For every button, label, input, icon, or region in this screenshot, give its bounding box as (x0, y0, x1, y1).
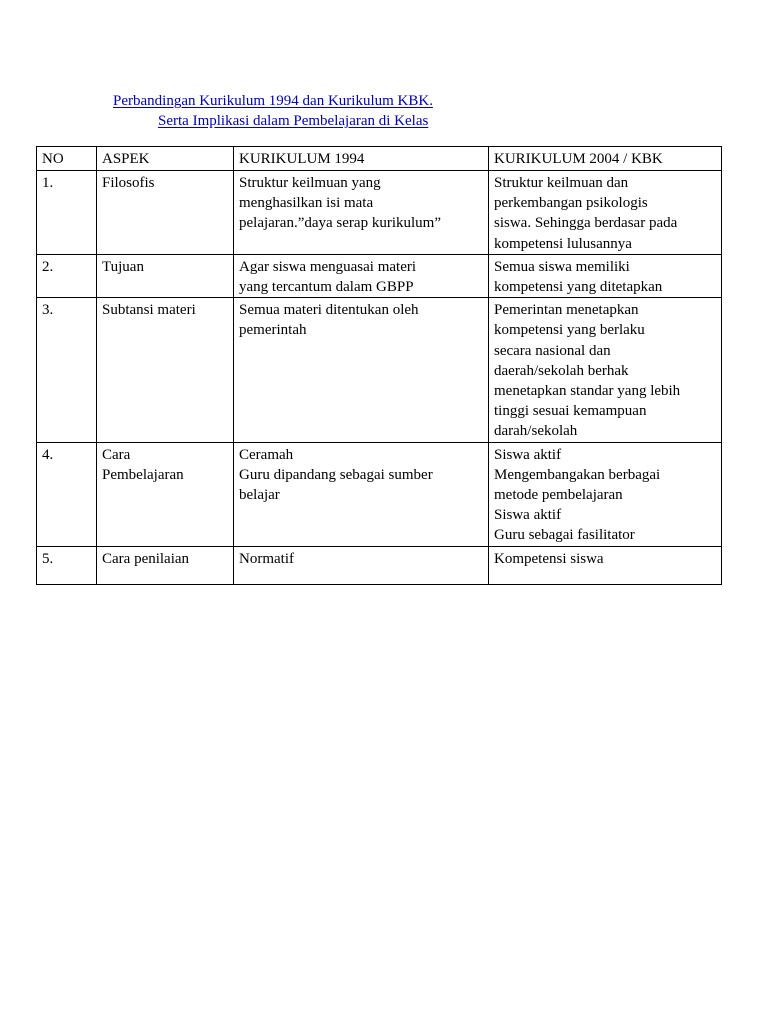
row-kurikulum-1994 (234, 442, 489, 546)
cell-line: daerah/sekolah berhak (494, 362, 629, 379)
cell-line: Agar siswa menguasai materi (239, 258, 417, 275)
cell-line: perkembangan psikologis (494, 195, 648, 212)
row-kurikulum-1994 (234, 254, 489, 297)
row-no: 5. (37, 546, 97, 584)
document-title (0, 92, 768, 110)
cell-line: Filosofis (102, 175, 155, 191)
cell-line: menghasilkan isi mata (239, 195, 374, 212)
row-kurikulum-kbk (489, 171, 722, 255)
cell-line: Ceramah (239, 446, 294, 463)
cell-line: pelajaran.”daya serap kurikulum” (239, 215, 441, 232)
cell-line: kompetensi yang berlaku (494, 322, 645, 339)
row-aspek (97, 171, 234, 255)
cell-line: Kompetensi siswa (494, 550, 604, 567)
cell-line: Pemerintan menetapkan (494, 302, 639, 319)
header-no: NO (37, 147, 97, 171)
cell-line: Guru dipandang sebagai sumber (239, 466, 433, 483)
cell-line: Cara penilaian (102, 550, 190, 567)
cell-line: Tujuan (102, 258, 144, 275)
row-aspek (97, 254, 234, 297)
cell-line: Struktur keilmuan dan (494, 175, 629, 191)
table-row (37, 546, 722, 584)
cell-line: darah/sekolah (494, 423, 578, 440)
title-line-2: Serta Implikasi dalam Pembelajaran di Kelas (158, 113, 429, 129)
row-kurikulum-kbk (489, 298, 722, 442)
row-no: 2. (37, 254, 97, 297)
header-aspek: ASPEK (97, 147, 234, 171)
table-row (37, 171, 722, 255)
cell-line: siswa. Sehingga berdasar pada (494, 215, 678, 232)
row-aspek (97, 298, 234, 442)
cell-line: Struktur keilmuan yang (239, 175, 381, 191)
cell-line: secara nasional dan (494, 342, 611, 359)
cell-line: pemerintah (239, 322, 307, 339)
cell-line: belajar (239, 487, 280, 504)
header-kurikulum-1994: KURIKULUM 1994 (234, 147, 489, 171)
cell-line: kompetensi lulusannya (494, 235, 632, 252)
table-row (37, 442, 722, 546)
cell-line: Siswa aktif (494, 446, 562, 463)
row-kurikulum-1994 (234, 171, 489, 255)
cell-line: Cara (102, 446, 131, 463)
cell-line: kompetensi yang ditetapkan (494, 279, 663, 296)
row-aspek (97, 546, 234, 584)
row-kurikulum-1994 (234, 298, 489, 442)
cell-line: tinggi sesuai kemampuan (494, 403, 647, 420)
row-kurikulum-kbk (489, 254, 722, 297)
row-no: 3. (37, 298, 97, 442)
cell-line: Guru sebagai fasilitator (494, 527, 635, 544)
cell-line: metode pembelajaran (494, 487, 623, 504)
cell-line: Subtansi materi (102, 302, 196, 319)
table-row (37, 254, 722, 297)
document-subtitle (0, 112, 768, 130)
cell-line: Pembelajaran (102, 466, 184, 483)
cell-line: yang tercantum dalam GBPP (239, 279, 414, 296)
table-row (37, 298, 722, 442)
comparison-table (36, 146, 722, 585)
table-header-row (37, 147, 722, 171)
cell-line: Semua materi ditentukan oleh (239, 302, 419, 319)
cell-line: menetapkan standar yang lebih (494, 383, 681, 400)
row-kurikulum-kbk (489, 442, 722, 546)
cell-line: Siswa aktif (494, 507, 562, 524)
cell-line: Normatif (239, 550, 294, 567)
row-kurikulum-1994 (234, 546, 489, 584)
cell-line: Mengembangakan berbagai (494, 466, 661, 483)
row-kurikulum-kbk (489, 546, 722, 584)
title-line-1: Perbandingan Kurikulum 1994 dan Kurikulum KBK. (113, 93, 433, 109)
row-no: 4. (37, 442, 97, 546)
header-kurikulum-kbk: KURIKULUM 2004 / KBK (489, 147, 722, 171)
cell-line: Semua siswa memiliki (494, 258, 630, 275)
row-no: 1. (37, 171, 97, 255)
row-aspek (97, 442, 234, 546)
